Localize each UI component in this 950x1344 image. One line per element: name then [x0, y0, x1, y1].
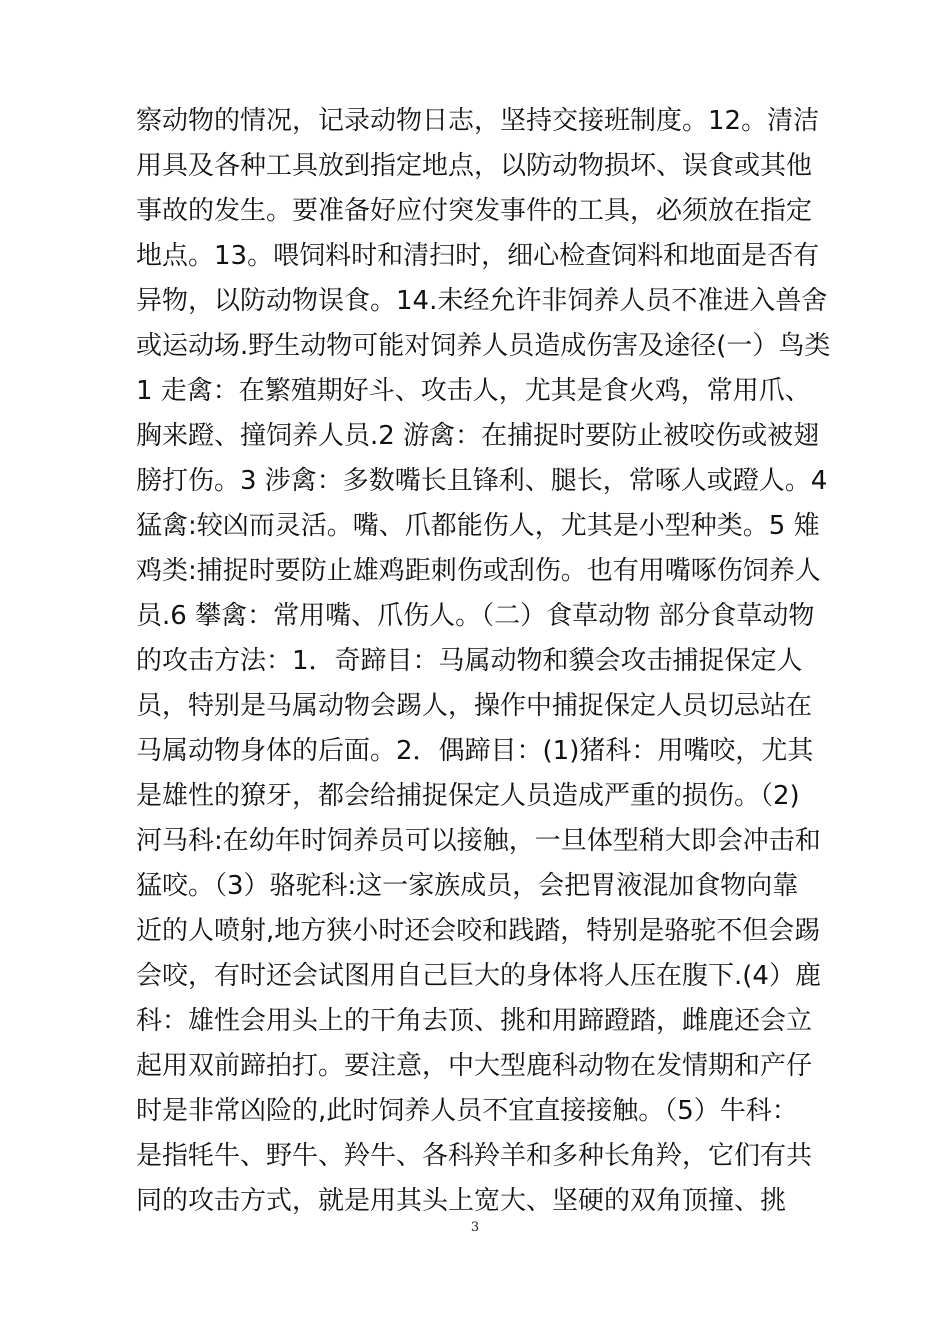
text-line: 起用双前蹄拍打。要注意，中大型鹿科动物在发情期和产仔: [136, 1051, 813, 1081]
text-line: 马属动物身体的后面。2．偶蹄目：(1)猪科：用嘴咬，尤其: [136, 736, 814, 766]
text-line: 膀打伤。3 涉禽：多数嘴长且锋利、腿长，常啄人或蹬人。4: [136, 466, 828, 496]
text-line: 河马科:在幼年时饲养员可以接触，一旦体型稍大即会冲击和: [136, 826, 821, 856]
text-line: 科：雄性会用头上的干角去顶、挑和用蹄蹬踏，雌鹿还会立: [136, 1006, 813, 1036]
text-line: 会咬，有时还会试图用自己巨大的身体将人压在腹下.(4）鹿: [136, 961, 821, 991]
body-text: [136, 99, 831, 1224]
text-line: 是雄性的獠牙，都会给捕捉保定人员造成严重的损伤。（2): [136, 781, 800, 811]
text-line: 的攻击方法：1．奇蹄目：马属动物和貘会攻击捕捉保定人: [136, 646, 803, 676]
text-line: 异物，以防动物误食。14.未经允许非饲养人员不准进入兽舍: [136, 286, 828, 316]
text-line: 事故的发生。要准备好应付突发事件的工具，必须放在指定: [136, 196, 813, 226]
text-line: 员.6 攀禽：常用嘴、爪伤人。（二）食草动物 部分食草动物: [136, 601, 815, 631]
text-line: 猛禽:较凶而灵活。嘴、爪都能伤人，尤其是小型种类。5 雉: [136, 511, 820, 541]
page-number: 3: [470, 1220, 480, 1235]
text-line: 察动物的情况，记录动物日志，坚持交接班制度。12。清洁: [136, 106, 820, 136]
text-line: 是指牦牛、野牛、羚牛、各科羚羊和多种长角羚，它们有共: [136, 1141, 813, 1171]
text-line: 地点。13。喂饲料时和清扫时，细心检查饲料和地面是否有: [136, 241, 820, 271]
text-line: 员，特别是马属动物会踢人，操作中捕捉保定人员切忌站在: [136, 691, 813, 721]
text-line: 近的人喷射,地方狭小时还会咬和践踏，特别是骆驼不但会踢: [136, 916, 821, 946]
text-line: 同的攻击方式，就是用其头上宽大、坚硬的双角顶撞、挑: [136, 1186, 787, 1216]
text-line: 1 走禽：在繁殖期好斗、攻击人，尤其是食火鸡，常用爪、: [136, 376, 811, 406]
text-line: 鸡类:捕捉时要防止雄鸡距刺伤或刮伤。也有用嘴啄伤饲养人: [136, 556, 821, 586]
text-line: 胸来蹬、撞饲养人员.2 游禽：在捕捉时要防止被咬伤或被翅: [136, 421, 820, 451]
text-line: 猛咬。（3）骆驼科:这一家族成员，会把胃液混加食物向靠: [136, 871, 799, 901]
text-line: 用具及各种工具放到指定地点，以防动物损坏、误食或其他: [136, 151, 813, 181]
text-line: 或运动场.野生动物可能对饲养人员造成伤害及途径(一）鸟类: [136, 331, 831, 361]
text-line: 时是非常凶险的,此时饲养人员不宜直接接触。（5）牛科：: [136, 1096, 798, 1126]
